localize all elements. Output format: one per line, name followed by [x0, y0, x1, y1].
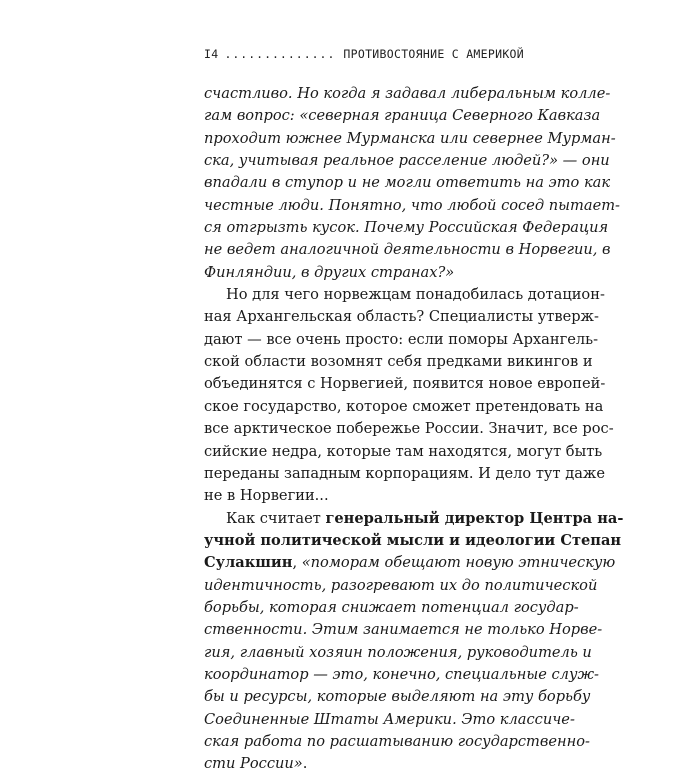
text-line: объединятся с Норвегией, появится новое европей- [204, 375, 606, 393]
text-line [204, 753, 524, 775]
italic-text: ственности. Этим занимается не только Норве- [204, 621, 603, 639]
bold-text: учной политической мысли и идеологии Степан [204, 531, 622, 549]
text-line: Но для чего норвежцам понадобилась дотацион- [226, 286, 605, 304]
page-number: I4 [204, 47, 219, 61]
paragraph-quote-continuation [204, 83, 620, 284]
text-line: дают — все очень просто: если поморы Архангель- [204, 330, 599, 348]
text-line: ской области возомнят себя предками викингов и [204, 353, 593, 371]
italic-text: идентичность, разогревают их до политической [204, 576, 598, 594]
body-text [204, 83, 624, 776]
text-line: гам вопрос: «северная граница Северного Кавказа [204, 107, 601, 125]
text-line [204, 552, 616, 574]
text-line: ское государство, которое сможет претендовать на [204, 397, 604, 415]
text-line: ска, учитывая реальное расселение людей?» — они [204, 152, 610, 170]
italic-text: «поморам обещают новую этническую [301, 554, 616, 572]
paragraph-arkhangelsk [204, 284, 614, 507]
italic-text: Соединенные Штаты Америки. Это классиче- [204, 710, 575, 728]
text-line: счастливо. Но когда я задавал либеральным колле- [204, 85, 611, 102]
italic-text: сти России» [204, 755, 303, 773]
text-line [204, 731, 590, 753]
bold-text: Сулакшин [204, 554, 293, 572]
bold-text: генеральный директор Центра на- [325, 509, 624, 527]
italic-text: бы и ресурсы, которые выделяют на эту борьбу [204, 688, 591, 706]
text-line [204, 664, 599, 686]
text-line [204, 530, 622, 552]
text-line [204, 575, 598, 597]
italic-text: ская работа по расшатыванию государственно- [204, 732, 590, 750]
text-line [204, 508, 624, 530]
text-line: честные люди. Понятно, что любой сосед пытает- [204, 196, 620, 214]
text-line: проходит южнее Мурманска или севернее Мурман- [204, 129, 616, 147]
italic-text: гия, главный хозяин положения, руководитель и [204, 643, 592, 661]
text-line: впадали в ступор и не могли ответить на это как [204, 174, 611, 192]
text-line: не ведет аналогичной деятельности в Норвегии, в [204, 241, 611, 259]
plain-text: , [292, 554, 302, 572]
paragraph-sulakshin-quote [204, 508, 624, 776]
plain-text: Как считает [226, 509, 326, 527]
running-header [204, 46, 524, 62]
text-line: не в Норвегии... [204, 487, 329, 505]
text-line: Финляндии, в других странах?» [204, 263, 455, 281]
text-line [204, 597, 579, 619]
text-line [204, 619, 603, 641]
text-line [204, 642, 592, 664]
italic-text: борьбы, которая снижает потенциал государ- [204, 598, 579, 616]
italic-text: координатор — это, конечно, специальные служ- [204, 665, 599, 683]
text-line: сийские недра, которые там находятся, могут быть [204, 442, 603, 460]
text-line: все арктическое побережье России. Значит, все рос- [204, 420, 614, 438]
text-line: переданы западным корпорациям. И дело тут даже [204, 464, 605, 482]
text-line [204, 709, 575, 731]
text-line: ная Архангельская область? Специалисты утверж- [204, 308, 599, 326]
dot-leader [224, 47, 337, 61]
running-title: ПРОТИВОСТОЯНИЕ С АМЕРИКОЙ [343, 47, 524, 61]
text-line: ся отгрызть кусок. Почему Российская Федерация [204, 219, 609, 237]
text-line [204, 686, 591, 708]
plain-text: . [302, 755, 308, 773]
